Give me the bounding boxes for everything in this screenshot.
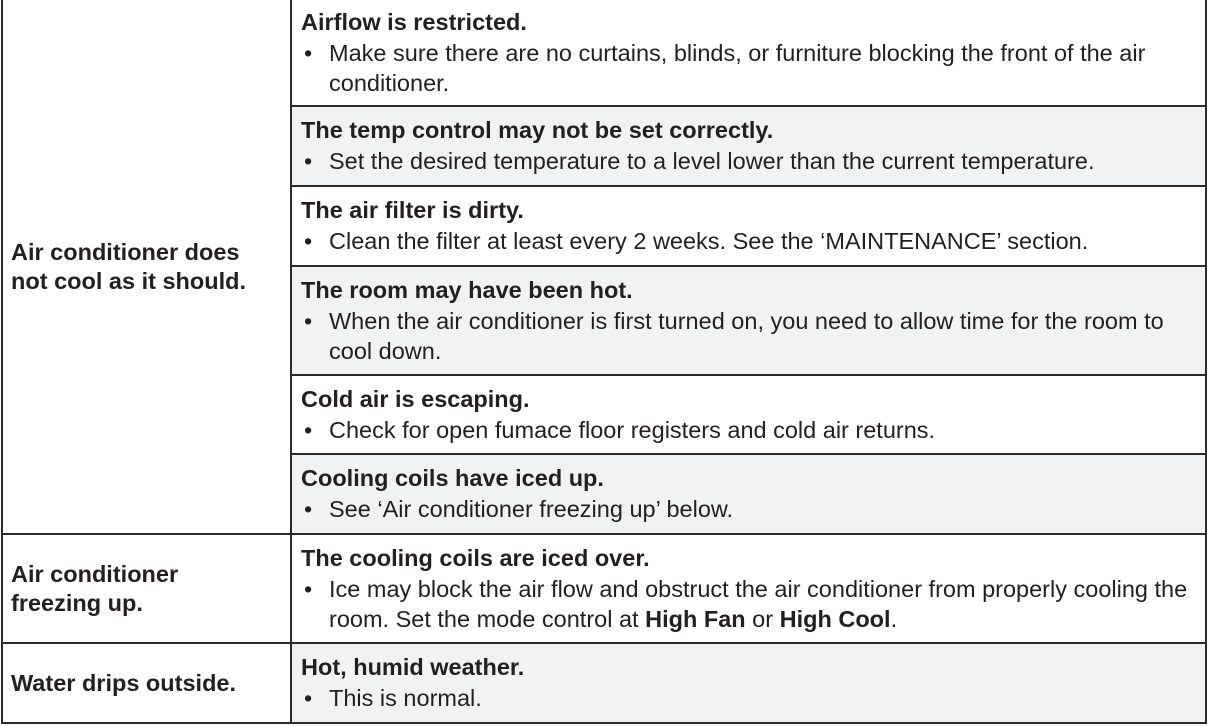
- bullet-icon: •: [304, 416, 313, 443]
- solution-text: Ice may block the air flow and obstruct the air conditioner from properly cooling the room. Set the mode control at High Fan or High Cool.: [329, 575, 1188, 632]
- cause-title: The air filter is dirty.: [301, 197, 524, 223]
- cause-cell: [291, 186, 1206, 266]
- table-row: [2, 534, 1206, 643]
- cause-cell: [291, 0, 1206, 106]
- table-row: [2, 0, 1206, 106]
- cause-title: The temp control may not be set correctly.: [301, 117, 774, 143]
- cause-title: The room may have been hot.: [301, 276, 633, 303]
- solution-text: This is normal.: [329, 685, 482, 711]
- problem-cell: [2, 0, 291, 534]
- bullet-icon: •: [304, 228, 313, 254]
- solution-text: Set the desired temperature to a level lower than the current temperature.: [329, 148, 1095, 174]
- solution-text: Make sure there are no curtains, blinds, or furniture blocking the front of the air conditioner.: [329, 39, 1146, 96]
- cause-title: Airflow is restricted.: [301, 8, 527, 35]
- problem-text: not cool as it should.: [11, 267, 246, 294]
- problem-text: Air conditioner: [11, 560, 179, 587]
- cause-title: Hot, humid weather.: [301, 654, 525, 680]
- cause-title: Cold air is escaping.: [301, 385, 530, 412]
- cause-cell: [291, 534, 1206, 643]
- solution-text: See ‘Air conditioner freezing up’ below.: [329, 496, 734, 522]
- bullet-icon: •: [304, 148, 313, 174]
- troubleshooting-table: [1, 0, 1207, 724]
- cause-title: The cooling coils are iced over.: [301, 544, 650, 571]
- bullet-icon: •: [304, 575, 313, 602]
- cause-cell: [291, 454, 1206, 534]
- solution-text: Clean the filter at least every 2 weeks. See the ‘MAINTENANCE’ section.: [329, 228, 1089, 254]
- problem-cell: [2, 643, 291, 723]
- problem-cell: [2, 534, 291, 643]
- bullet-icon: •: [304, 685, 313, 711]
- solution-text: When the air conditioner is first turned on, you need to allow time for the room to cool down.: [329, 307, 1164, 364]
- table-row: [2, 643, 1206, 723]
- cause-cell: [291, 375, 1206, 454]
- problem-text: freezing up.: [11, 589, 143, 616]
- problem-text: Water drips outside.: [11, 669, 237, 696]
- cause-cell: [291, 643, 1206, 723]
- solution-text: Check for open fumace floor registers and cold air returns.: [329, 416, 936, 443]
- problem-text: Air conditioner does: [11, 238, 240, 265]
- bullet-icon: •: [304, 39, 313, 66]
- cause-title: Cooling coils have iced up.: [301, 465, 604, 491]
- bullet-icon: •: [304, 496, 313, 522]
- cause-cell: [291, 266, 1206, 375]
- bullet-icon: •: [304, 307, 313, 334]
- cause-cell: [291, 106, 1206, 186]
